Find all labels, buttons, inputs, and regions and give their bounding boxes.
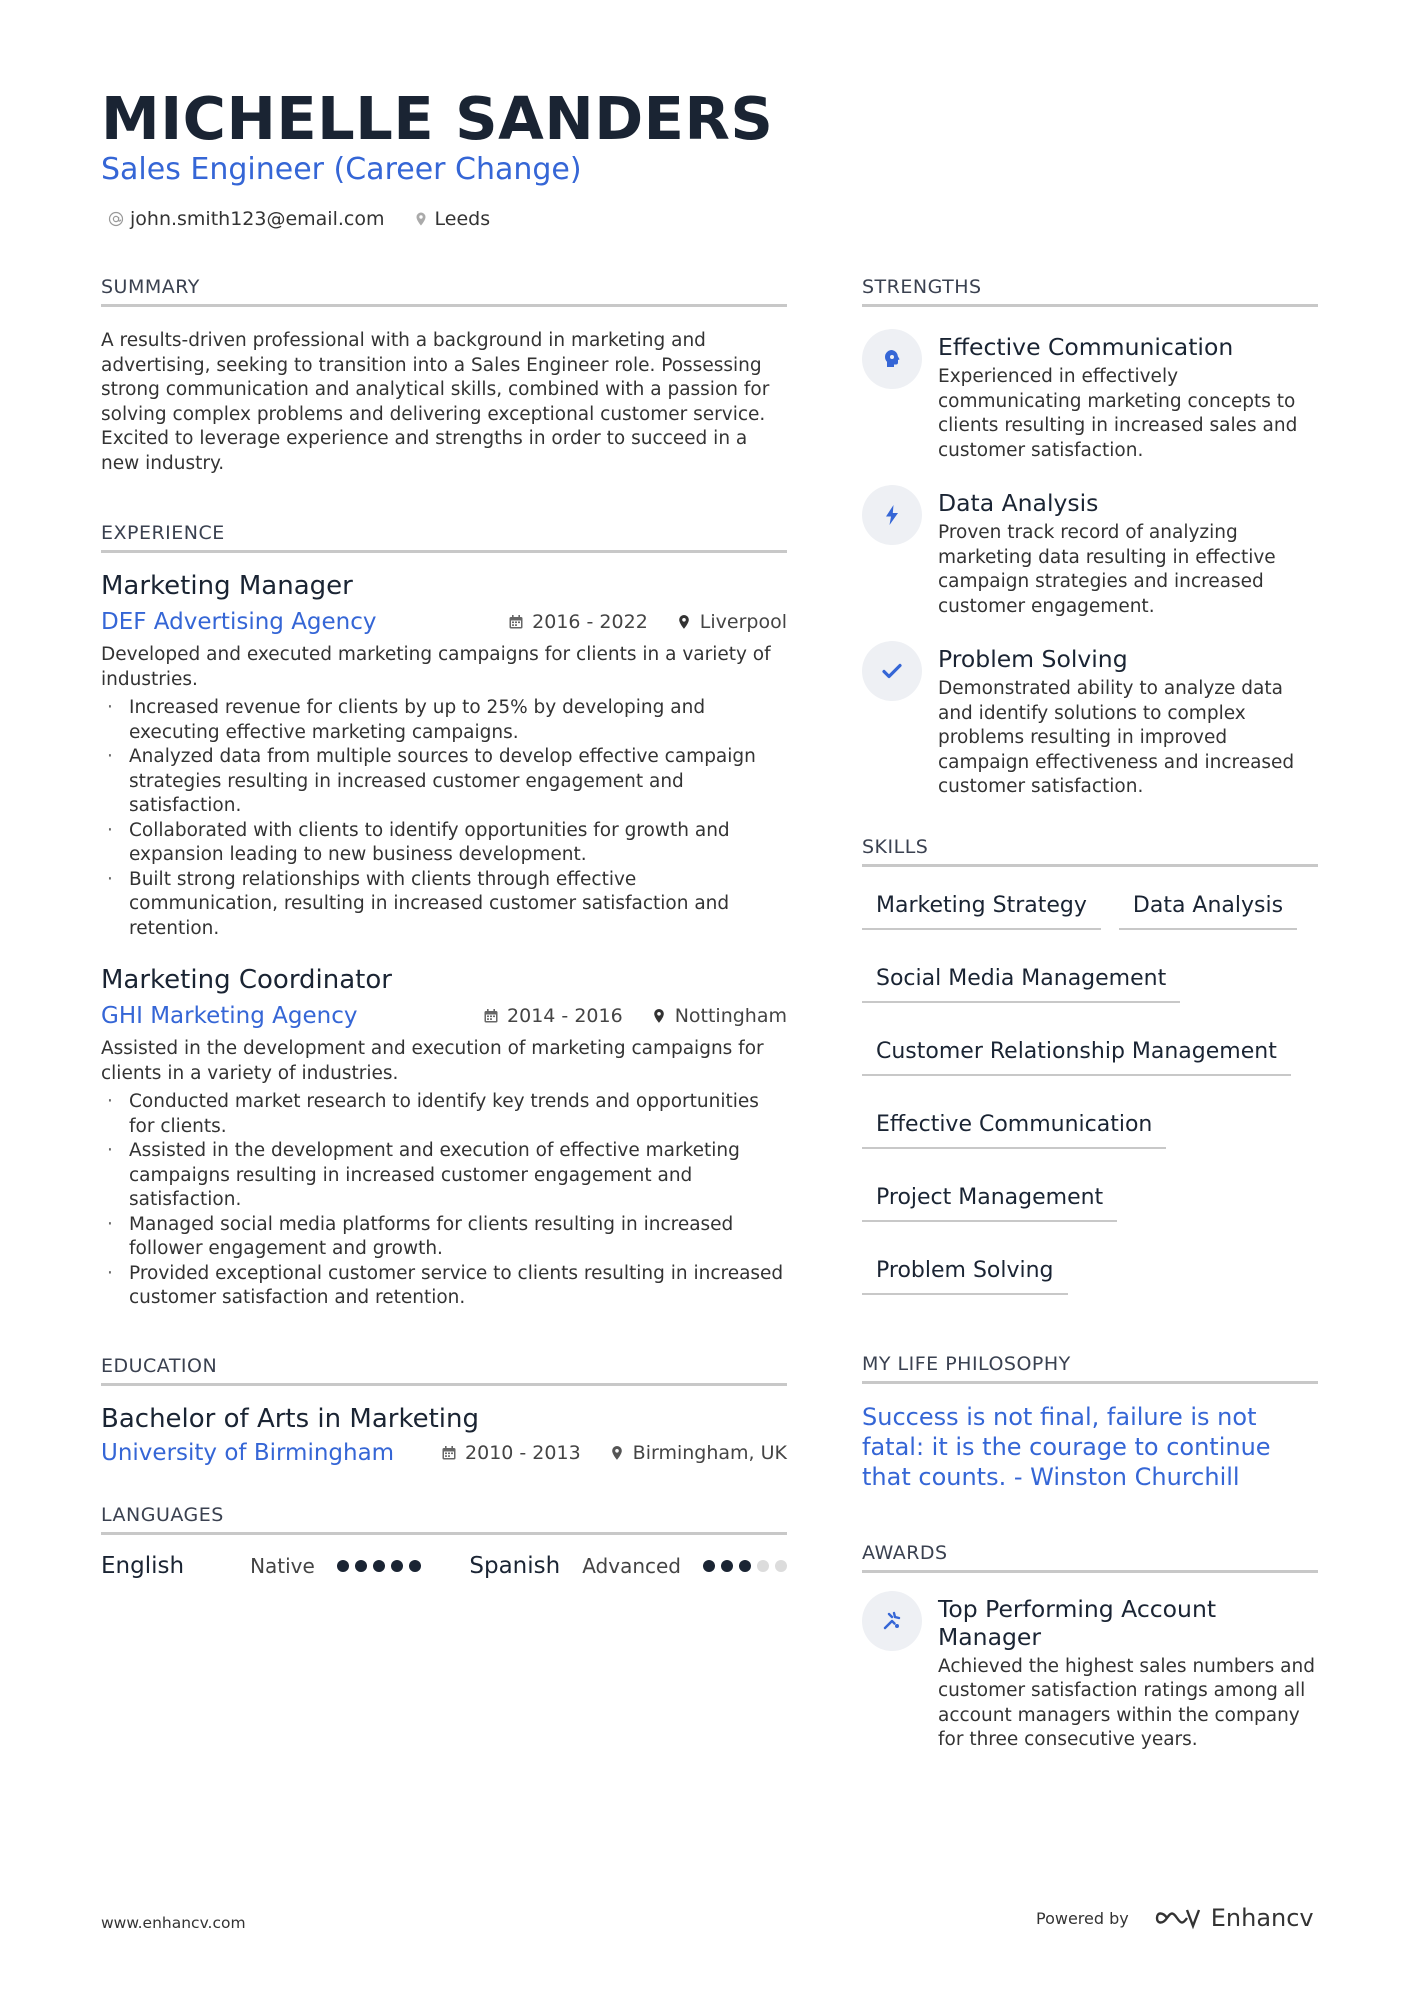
job-location [676, 611, 787, 633]
section-title-experience: EXPERIENCE [101, 522, 787, 553]
strength-desc: Proven track record of analyzing marketing data resulting in effective campaign strategies and increased customer engagement. [938, 522, 1276, 617]
list-item: · Collaborated with clients to identify opportunities for growth and expansion leading to new business development. [101, 819, 787, 868]
job-dates [483, 1005, 623, 1027]
job-location [651, 1005, 787, 1027]
language-rating [337, 1560, 421, 1572]
section-title-skills: SKILLS [862, 836, 1318, 867]
location-text: Birmingham, UK [632, 1441, 787, 1464]
rating-dot-filled [703, 1560, 715, 1572]
rating-dot-filled [391, 1560, 403, 1572]
award-content [938, 1595, 1318, 1753]
calendar-icon [483, 1008, 499, 1024]
award-icon-badge [862, 1591, 922, 1651]
strength-title: Problem Solving [938, 645, 1128, 673]
job-entry [101, 571, 787, 941]
rating-dot-filled [355, 1560, 367, 1572]
list-item: · Conducted market research to identify key trends and opportunities for clients. [101, 1090, 787, 1139]
experience-section [101, 522, 787, 1311]
list-item: · Increased revenue for clients by up to 25% by developing and executing effective marketing campaigns. [101, 696, 787, 745]
company-name: GHI Marketing Agency [101, 1003, 358, 1029]
job-subheader [101, 609, 787, 635]
rating-dot-filled [337, 1560, 349, 1572]
enhancv-logo-icon [1155, 1906, 1201, 1930]
location-pin-icon [676, 614, 692, 630]
strength-icon-badge [862, 641, 922, 701]
candidate-title: Sales Engineer (Career Change) [101, 152, 582, 187]
list-item: · Analyzed data from multiple sources to develop effective campaign strategies resulting in increased customer engagement and satisfaction. [101, 745, 787, 819]
job-title: Marketing Coordinator [101, 965, 392, 995]
right-column [862, 276, 1318, 1779]
location-text: Nottingham [674, 1005, 787, 1027]
brand-name: Enhancv [1210, 1904, 1314, 1932]
powered-by-label: Powered by [1036, 1908, 1129, 1928]
skill-tag: Effective Communication [862, 1104, 1166, 1149]
list-item: · Managed social media platforms for clients resulting in increased follower engagement and growth. [101, 1213, 787, 1262]
strength-icon-badge [862, 329, 922, 389]
calendar-icon [508, 614, 524, 630]
contact-row [108, 208, 490, 230]
job-bullets [101, 1090, 787, 1311]
footer-branding [1036, 1904, 1314, 1932]
strength-content [938, 645, 1318, 800]
languages-section [101, 1504, 787, 1579]
strength-icon-badge [862, 485, 922, 545]
job-dates [508, 611, 648, 633]
location-pin-icon [413, 211, 429, 227]
rating-dot-filled [409, 1560, 421, 1572]
philosophy-quote: Success is not final, failure is not fatal: it is the courage to continue that counts. - Winston Churchill [862, 1402, 1271, 1491]
skill-tag: Project Management [862, 1177, 1117, 1222]
strength-content [938, 333, 1318, 463]
language-name: Spanish [469, 1552, 561, 1579]
rating-dot-empty [775, 1560, 787, 1572]
location-text: Liverpool [699, 611, 787, 633]
rating-dot-empty [757, 1560, 769, 1572]
language-item [101, 1553, 421, 1579]
company-name: DEF Advertising Agency [101, 609, 377, 635]
head-icon [880, 347, 904, 371]
education-section [101, 1355, 787, 1466]
languages-row [101, 1553, 787, 1579]
candidate-name: MICHELLE SANDERS [101, 84, 774, 153]
strength-item [862, 645, 1318, 800]
skill-tag: Marketing Strategy [862, 885, 1101, 930]
strength-content [938, 489, 1318, 619]
job-title: Marketing Manager [101, 571, 353, 601]
job-entry [101, 965, 787, 1311]
strength-item [862, 333, 1318, 463]
language-level: Native [250, 1553, 315, 1578]
education-meta [441, 1442, 787, 1464]
rating-dot-filled [721, 1560, 733, 1572]
rating-dot-filled [373, 1560, 385, 1572]
location-pin-icon [651, 1008, 667, 1024]
brand-logo[interactable] [1155, 1904, 1314, 1932]
section-title-summary: SUMMARY [101, 276, 787, 307]
strength-title: Data Analysis [938, 489, 1099, 517]
section-title-strengths: STRENGTHS [862, 276, 1318, 307]
skill-tag: Data Analysis [1119, 885, 1297, 930]
at-icon [108, 211, 124, 227]
section-title-languages: LANGUAGES [101, 1504, 787, 1535]
dates-text: 2014 - 2016 [507, 1005, 623, 1027]
award-title: Top Performing Account Manager [938, 1594, 1217, 1651]
job-description: Assisted in the development and execution of marketing campaigns for clients in a variety of industries. [101, 1038, 764, 1084]
location-pin-icon [609, 1445, 625, 1461]
job-bullets [101, 696, 787, 941]
language-level: Advanced [582, 1553, 681, 1578]
language-name: English [101, 1552, 185, 1579]
language-item [469, 1553, 787, 1579]
job-description: Developed and executed marketing campaigns for clients in a variety of industries. [101, 644, 771, 690]
email-text: john.smith123@email.com [130, 208, 385, 230]
education-location [609, 1442, 787, 1464]
strength-desc: Experienced in effectively communicating marketing concepts to clients resulting in increased sales and customer satisfaction. [938, 366, 1298, 461]
trophy-icon [880, 1609, 904, 1633]
job-meta [508, 611, 787, 633]
strength-desc: Demonstrated ability to analyze data and identify solutions to complex problems resulting in improved campaign effectiveness and increased customer satisfaction. [938, 678, 1295, 797]
skill-tag: Social Media Management [862, 958, 1180, 1003]
footer-website[interactable]: www.enhancv.com [101, 1914, 246, 1932]
education-dates [441, 1442, 581, 1464]
job-meta [483, 1005, 787, 1027]
skills-section [862, 836, 1318, 1295]
list-item: · Provided exceptional customer service to clients resulting in increased customer satisfaction and retention. [101, 1262, 787, 1311]
summary-text: A results-driven professional with a background in marketing and advertising, seeking to transition into a Sales Engineer role. Possessing strong communication and analytical skills, combined with a passion for solving complex problems and delivering exceptional customer service. Excited to leverage experience and strengths in order to succeed in a new industry. [101, 330, 770, 474]
list-item: · Assisted in the development and execution of effective marketing campaigns resulting in increased customer engagement and satisfaction. [101, 1139, 787, 1213]
calendar-icon [441, 1445, 457, 1461]
strengths-section [862, 276, 1318, 800]
dates-text: 2016 - 2022 [532, 611, 648, 633]
award-desc: Achieved the highest sales numbers and customer satisfaction ratings among all account managers within the company for three consecutive years. [938, 1655, 1315, 1750]
rating-dot-filled [739, 1560, 751, 1572]
strength-title: Effective Communication [938, 333, 1234, 361]
education-subheader [101, 1440, 787, 1466]
philosophy-section [862, 1353, 1318, 1492]
section-title-philosophy: MY LIFE PHILOSOPHY [862, 1353, 1318, 1384]
check-icon [880, 659, 904, 683]
skill-tag: Problem Solving [862, 1250, 1068, 1295]
section-title-awards: AWARDS [862, 1542, 1318, 1573]
skill-tag: Customer Relationship Management [862, 1031, 1291, 1076]
strength-item [862, 489, 1318, 619]
dates-text: 2010 - 2013 [465, 1441, 581, 1464]
section-title-education: EDUCATION [101, 1355, 787, 1386]
school-name: University of Birmingham [101, 1439, 395, 1466]
contact-email[interactable] [108, 208, 385, 230]
contact-location [413, 208, 491, 230]
awards-section [862, 1542, 1318, 1753]
job-subheader [101, 1003, 787, 1029]
award-item [862, 1595, 1318, 1753]
location-text: Leeds [434, 208, 491, 230]
left-column [101, 276, 787, 1579]
lightning-icon [880, 503, 904, 527]
language-rating [703, 1560, 787, 1572]
summary-section [101, 276, 787, 476]
degree-title: Bachelor of Arts in Marketing [101, 1403, 479, 1434]
skills-list [862, 885, 1318, 1295]
list-item: · Built strong relationships with clients through effective communication, resulting in increased customer satisfaction and retention. [101, 868, 787, 942]
